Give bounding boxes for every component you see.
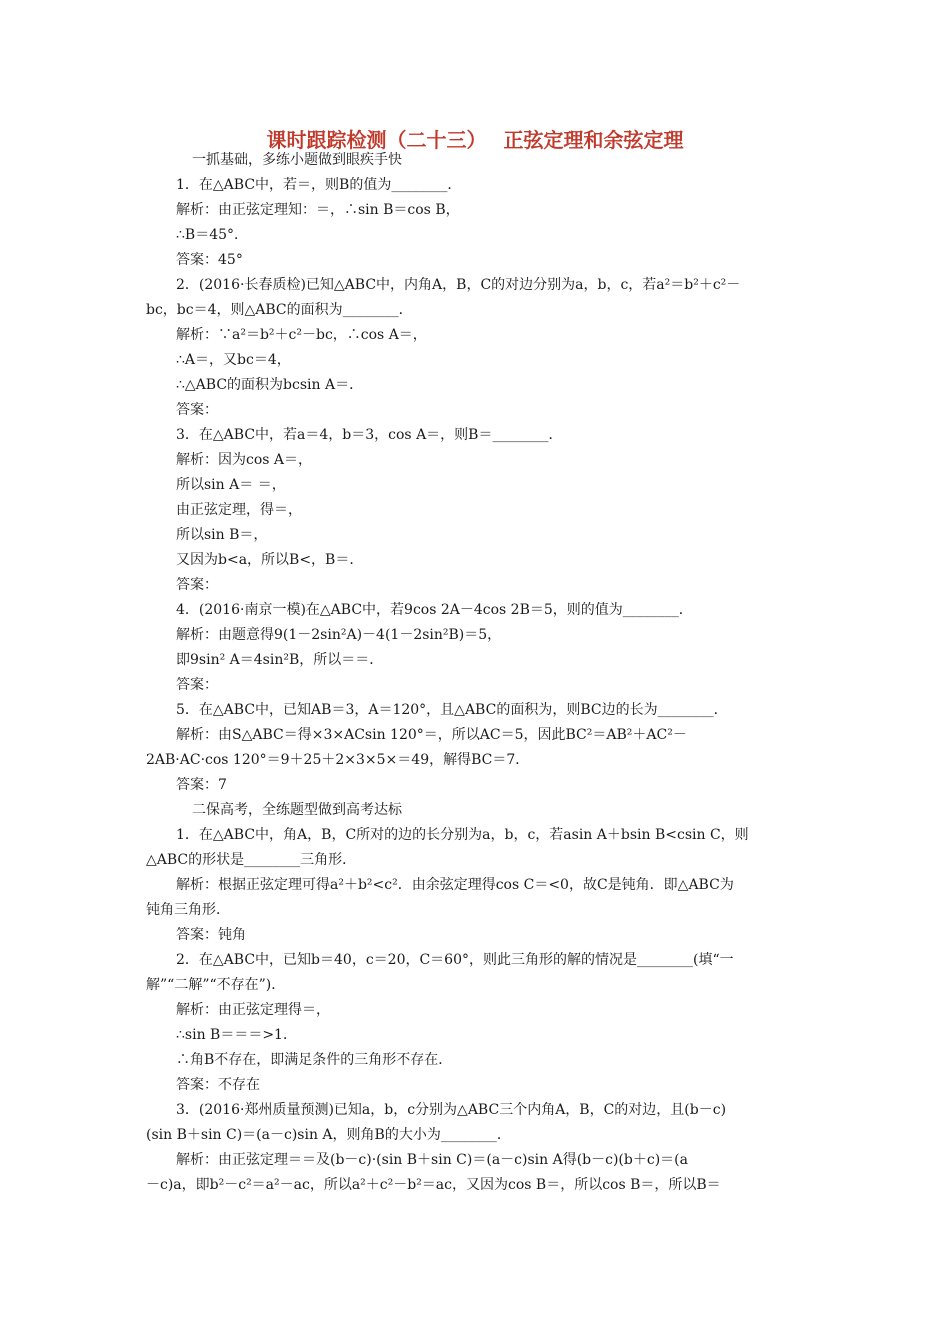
text-line: 答案：不存在 <box>176 1077 260 1093</box>
text-line: 2AB·AC·cos 120°＝9＋25＋2×3×5×＝49，解得BC＝7． <box>146 752 530 768</box>
text-line: ∴sin B＝＝＝>1． <box>176 1027 297 1043</box>
text-line: ∴△ABC的面积为bcsin A＝． <box>176 377 364 393</box>
text-line: (sin B＋sin C)＝(a－c)sin A，则角B的大小为________． <box>146 1127 511 1143</box>
text-line: ∴角B不存在，即满足条件的三角形不存在． <box>176 1052 453 1068</box>
text-line: 1．在△ABC中，角A，B，C所对的边的长分别为a，b，c，若asin A＋bsin B<csin C，则 <box>176 827 749 843</box>
text-line: 所以sin B＝， <box>176 527 268 543</box>
text-line: 由正弦定理，得＝， <box>176 502 302 518</box>
text-line: 解析：由正弦定理＝＝及(b－c)·(sin B＋sin C)＝(a－c)sin A得(b－c)(b＋c)＝(a <box>176 1152 688 1168</box>
text-line: 解析：由题意得9(1－2sin²A)－4(1－2sin²B)＝5， <box>176 627 502 643</box>
document-title: 课时跟踪检测（二十三） 正弦定理和余弦定理 <box>266 128 684 152</box>
text-line: 即9sin² A＝4sin²B，所以＝＝． <box>176 652 384 668</box>
text-line: bc，bc＝4，则△ABC的面积为________． <box>146 302 413 318</box>
text-line: 答案： <box>176 402 218 418</box>
text-line: 二保高考，全练题型做到高考达标 <box>192 802 402 818</box>
text-line: 解析：因为cos A＝， <box>176 452 313 468</box>
text-line: 5．在△ABC中，已知AB＝3，A＝120°，且△ABC的面积为，则BC边的长为________． <box>176 702 728 718</box>
text-line: ∴A＝，又bc＝4， <box>176 352 291 368</box>
text-line: 解析：根据正弦定理可得a²＋b²<c²．由余弦定理得cos C＝<0，故C是钝角．即△ABC为 <box>176 877 734 893</box>
text-line: 答案： <box>176 677 218 693</box>
text-line: 解析：∵a²＝b²＋c²－bc，∴cos A＝， <box>176 327 427 343</box>
text-line: 解析：由S△ABC＝得×3×ACsin 120°＝，所以AC＝5，因此BC²＝AB²＋AC²－ <box>176 727 687 743</box>
text-line: 2．在△ABC中，已知b＝40，c＝20，C＝60°，则此三角形的解的情况是________(填“一 <box>176 952 734 968</box>
text-line: 答案：钝角 <box>176 927 246 943</box>
text-line: 答案：7 <box>176 777 227 793</box>
text-line: 2．(2016·长春质检)已知△ABC中，内角A，B，C的对边分别为a，b，c，若a²＝b²＋c²－ <box>176 277 741 293</box>
text-line: 解”“二解”“不存在”)． <box>146 977 286 993</box>
text-line: 4．(2016·南京一模)在△ABC中，若9cos 2A－4cos 2B＝5，则的值为________． <box>176 602 693 618</box>
text-line: 1．在△ABC中，若＝，则B的值为________． <box>176 177 462 193</box>
text-line: 钝角三角形． <box>146 902 230 918</box>
text-line: 答案：45° <box>176 252 243 268</box>
document-body <box>146 148 806 1198</box>
text-line: △ABC的形状是________三角形． <box>146 852 357 868</box>
text-line: －c)a，即b²－c²＝a²－ac，所以a²＋c²－b²＝ac，又因为cos B＝，所以cos B＝，所以B＝ <box>146 1177 721 1193</box>
text-line: 答案： <box>176 577 218 593</box>
text-line: 3．在△ABC中，若a＝4，b＝3，cos A＝，则B＝________． <box>176 427 563 443</box>
text-line: 所以sin A＝ ＝， <box>176 477 286 493</box>
text-line: 解析：由正弦定理得＝， <box>176 1002 330 1018</box>
text-line: ∴B＝45°． <box>176 227 249 243</box>
text-line: 一抓基础，多练小题做到眼疾手快 <box>192 152 402 168</box>
text-line: 又因为b<a，所以B<，B＝． <box>176 552 364 568</box>
text-line: 3．(2016·郑州质量预测)已知a，b，c分别为△ABC三个内角A，B，C的对边，且(b－c) <box>176 1102 727 1118</box>
text-line: 解析：由正弦定理知：＝，∴sin B＝cos B， <box>176 202 460 218</box>
